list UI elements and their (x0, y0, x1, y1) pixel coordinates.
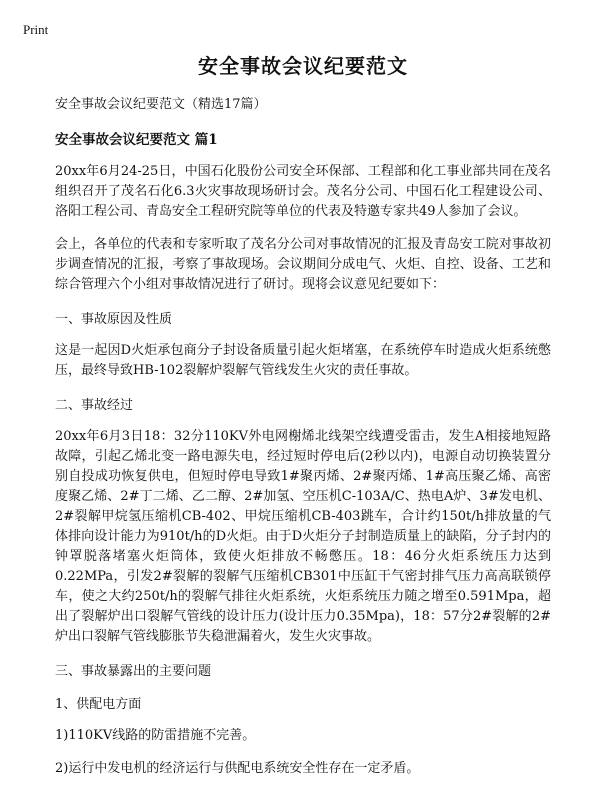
paragraph-2: 会上，各单位的代表和专家听取了茂名分公司对事故情况的汇报及青岛安工院对事故初步调查情况的汇报，考察了事故现场。会议期间分成电气、火炬、自控、设备、工艺和综合管理六个小组对事故情况进行了研讨。现将会议意见纪要如下： (55, 237, 551, 292)
heading-problems: 三、事故暴露出的主要问题 (55, 664, 212, 679)
document-title: 安全事故会议纪要范文 (198, 54, 408, 78)
section-title: 安全事故会议纪要范文 篇1 (55, 132, 218, 148)
heading-power-supply: 1、供配电方面 (55, 697, 142, 712)
heading-cause: 一、事故原因及性质 (55, 312, 173, 327)
heading-process: 二、事故经过 (55, 398, 134, 413)
paragraph-4: 20xx年6月3日18：32分110KV外电网榭烯北线架空线遭受雷击，发生A相接地短路故障，引起乙烯北变一路电源失电，经过短时停电后(2秒以内)，电源自动切换装置分别自投成功恢复供电，但短时停电导致1#聚丙烯、2#聚丙烯、1#高压聚乙烯、高密度聚乙烯、2#丁二烯、乙二醇、2#加氢、空压机C-103A/C、热电A炉、3#发电机、2#裂解甲烷氢压缩机CB-402、甲烷压缩机CB-403跳车，合计约150t/h排放量的气体排向设计能力为910t/h的D火炬。由于D火炬分子封制造质量上的缺陷，分子封内的钟罩脱落堵塞火炬筒体，致使火炬排放不畅憋压。18：46分火炬系统压力达到0.22MPa，引发2#裂解的裂解气压缩机CB301中压缸干气密封排气压力高高联锁停车，使之大约250t/h的裂解气排往火炬系统，火炬系统压力随之增至0.591Mpa，超出了裂解炉出口裂解气管线的设计压力(设计压力0.35Mpa)，18：57分2#裂解的2#炉出口裂解气管线膨胀节失稳泄漏着火，发生火灾事故。 (55, 429, 551, 644)
paragraph-5: 1)110KV线路的防雷措施不完善。 (55, 728, 256, 743)
document-subtitle: 安全事故会议纪要范文（精选17篇） (55, 97, 267, 112)
paragraph-3: 这是一起因D火炬承包商分子封设备质量引起火炬堵塞，在系统停车时造成火炬系统憋压，最终导致HB-102裂解炉裂解气管线发生火灾的责任事故。 (55, 343, 551, 378)
paragraph-6: 2)运行中发电机的经济运行与供配电系统安全性存在一定矛盾。 (55, 761, 420, 776)
paragraph-1: 20xx年6月24-25日，中国石化股份公司安全环保部、工程部和化工事业部共同在茂名组织召开了茂名石化6.3火灾事故现场研讨会。茂名分公司、中国石化工程建设公司、洛阳工程公司、青岛安全工程研究院等单位的代表及特邀专家共49人参加了会议。 (55, 164, 551, 219)
print-label: Print (23, 22, 49, 37)
document-page (55, 50, 551, 792)
